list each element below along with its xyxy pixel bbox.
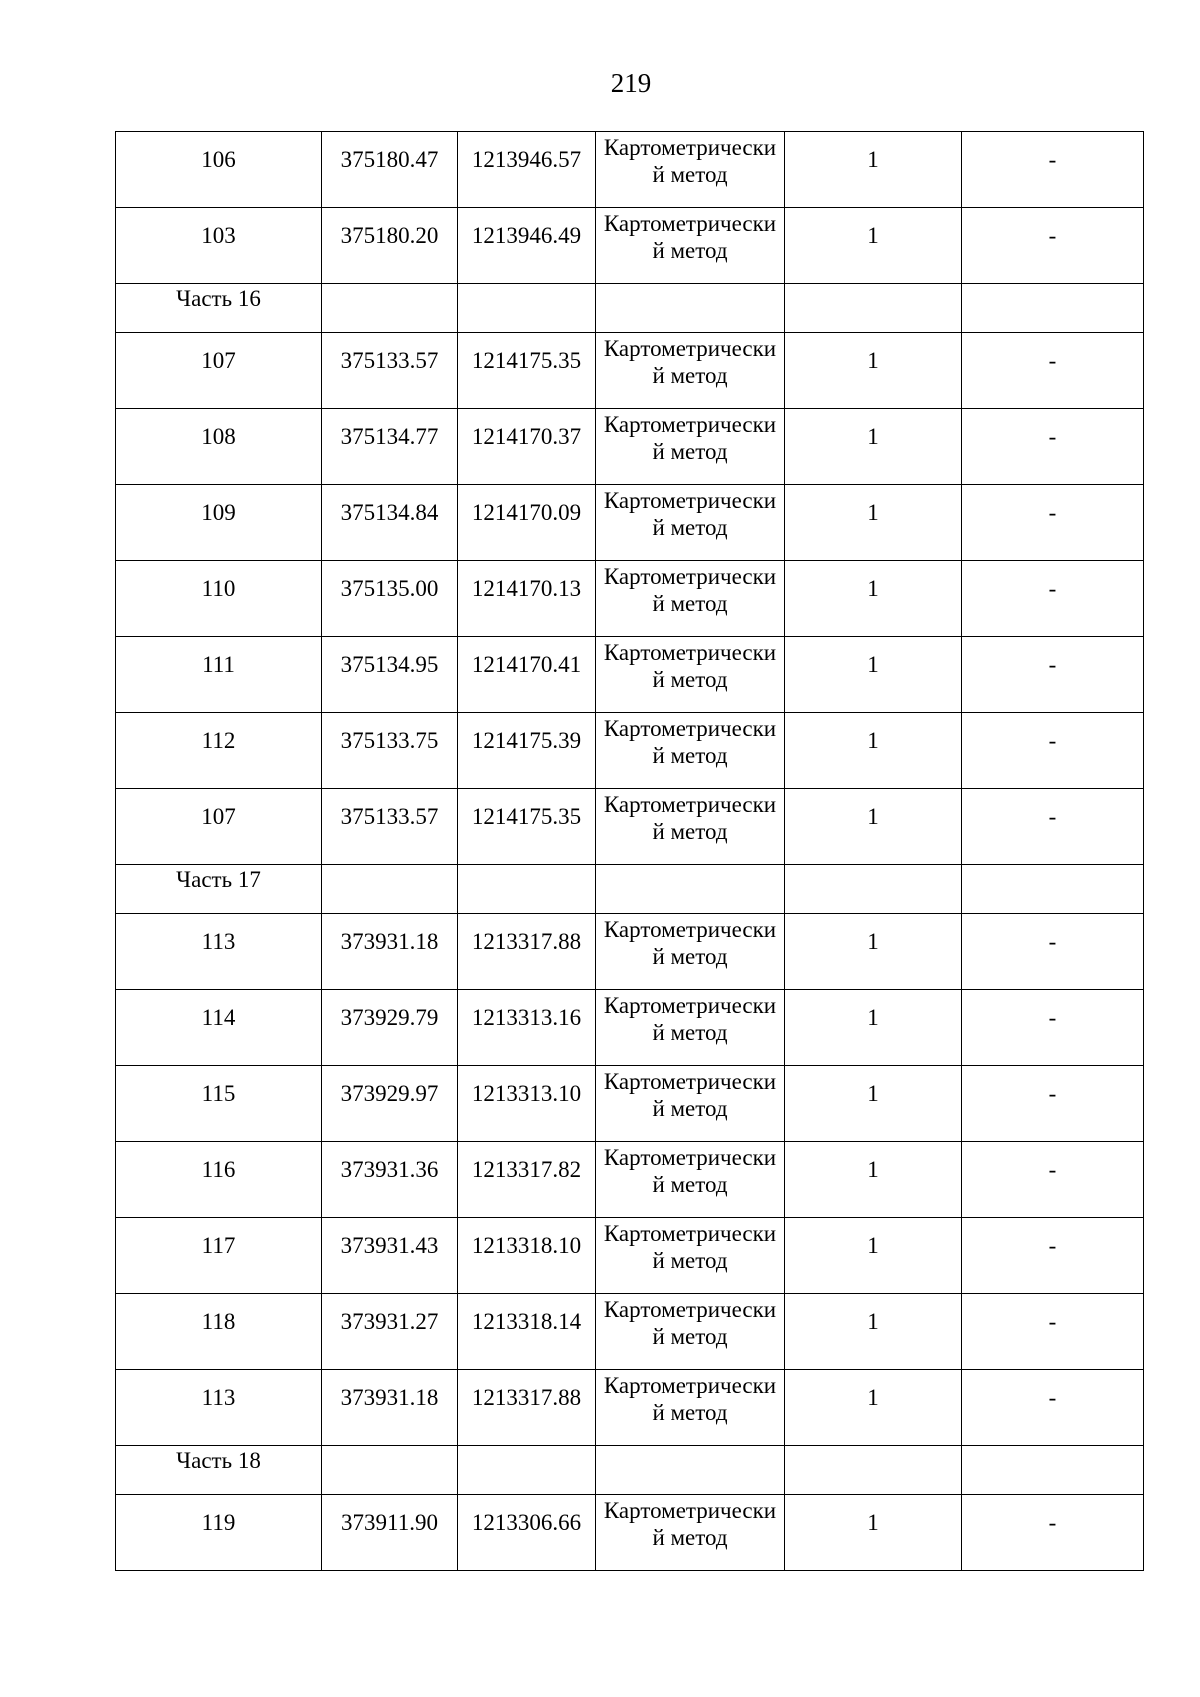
coordinates-table — [115, 131, 1144, 1571]
point-id-cell: 106 — [116, 132, 322, 208]
empty-cell — [322, 865, 458, 914]
point-id-cell: 116 — [116, 1142, 322, 1218]
x-coordinate-cell: 373929.97 — [322, 1066, 458, 1142]
x-coordinate-cell: 375134.95 — [322, 637, 458, 713]
x-coordinate-cell: 373911.90 — [322, 1495, 458, 1571]
point-id-cell: 111 — [116, 637, 322, 713]
method-cell: Картометрически й метод — [596, 1495, 785, 1571]
accuracy-cell: 1 — [785, 789, 962, 865]
part-label: Часть 18 — [116, 1446, 322, 1495]
note-cell: - — [962, 914, 1144, 990]
method-cell: Картометрически й метод — [596, 914, 785, 990]
empty-cell — [962, 284, 1144, 333]
accuracy-cell: 1 — [785, 1142, 962, 1218]
method-cell: Картометрически й метод — [596, 132, 785, 208]
note-cell: - — [962, 713, 1144, 789]
x-coordinate-cell: 375133.57 — [322, 789, 458, 865]
note-cell: - — [962, 1495, 1144, 1571]
point-id-cell: 108 — [116, 409, 322, 485]
table-row — [116, 208, 1144, 284]
table-row — [116, 1066, 1144, 1142]
method-cell: Картометрически й метод — [596, 1066, 785, 1142]
point-id-cell: 112 — [116, 713, 322, 789]
x-coordinate-cell: 373931.36 — [322, 1142, 458, 1218]
table-row — [116, 1142, 1144, 1218]
empty-cell — [458, 1446, 596, 1495]
part-label: Часть 17 — [116, 865, 322, 914]
x-coordinate-cell: 373931.18 — [322, 1370, 458, 1446]
method-cell: Картометрически й метод — [596, 789, 785, 865]
accuracy-cell: 1 — [785, 561, 962, 637]
accuracy-cell: 1 — [785, 1066, 962, 1142]
x-coordinate-cell: 375134.84 — [322, 485, 458, 561]
empty-cell — [962, 865, 1144, 914]
x-coordinate-cell: 375133.75 — [322, 713, 458, 789]
empty-cell — [962, 1446, 1144, 1495]
empty-cell — [785, 1446, 962, 1495]
part-header-row — [116, 865, 1144, 914]
point-id-cell: 117 — [116, 1218, 322, 1294]
y-coordinate-cell: 1213317.82 — [458, 1142, 596, 1218]
y-coordinate-cell: 1213317.88 — [458, 914, 596, 990]
accuracy-cell: 1 — [785, 208, 962, 284]
accuracy-cell: 1 — [785, 1495, 962, 1571]
accuracy-cell: 1 — [785, 1370, 962, 1446]
y-coordinate-cell: 1213306.66 — [458, 1495, 596, 1571]
x-coordinate-cell: 375180.47 — [322, 132, 458, 208]
coordinates-table-body — [116, 132, 1144, 1571]
method-cell: Картометрически й метод — [596, 990, 785, 1066]
y-coordinate-cell: 1213317.88 — [458, 1370, 596, 1446]
method-cell: Картометрически й метод — [596, 1294, 785, 1370]
y-coordinate-cell: 1213318.14 — [458, 1294, 596, 1370]
y-coordinate-cell: 1214175.35 — [458, 333, 596, 409]
note-cell: - — [962, 561, 1144, 637]
note-cell: - — [962, 1370, 1144, 1446]
table-row — [116, 561, 1144, 637]
x-coordinate-cell: 375134.77 — [322, 409, 458, 485]
point-id-cell: 114 — [116, 990, 322, 1066]
point-id-cell: 113 — [116, 1370, 322, 1446]
page-number: 219 — [610, 68, 652, 98]
accuracy-cell: 1 — [785, 485, 962, 561]
table-row — [116, 914, 1144, 990]
x-coordinate-cell: 373931.43 — [322, 1218, 458, 1294]
method-cell: Картометрически й метод — [596, 333, 785, 409]
table-row — [116, 333, 1144, 409]
empty-cell — [458, 865, 596, 914]
accuracy-cell: 1 — [785, 1294, 962, 1370]
y-coordinate-cell: 1214170.13 — [458, 561, 596, 637]
accuracy-cell: 1 — [785, 409, 962, 485]
point-id-cell: 107 — [116, 333, 322, 409]
point-id-cell: 110 — [116, 561, 322, 637]
note-cell: - — [962, 1218, 1144, 1294]
x-coordinate-cell: 373931.27 — [322, 1294, 458, 1370]
y-coordinate-cell: 1213946.49 — [458, 208, 596, 284]
table-row — [116, 1218, 1144, 1294]
method-cell: Картометрически й метод — [596, 561, 785, 637]
accuracy-cell: 1 — [785, 637, 962, 713]
x-coordinate-cell: 373931.18 — [322, 914, 458, 990]
y-coordinate-cell: 1214170.09 — [458, 485, 596, 561]
empty-cell — [596, 865, 785, 914]
method-cell: Картометрически й метод — [596, 485, 785, 561]
note-cell: - — [962, 132, 1144, 208]
accuracy-cell: 1 — [785, 333, 962, 409]
note-cell: - — [962, 333, 1144, 409]
accuracy-cell: 1 — [785, 713, 962, 789]
y-coordinate-cell: 1214170.41 — [458, 637, 596, 713]
empty-cell — [322, 1446, 458, 1495]
point-id-cell: 113 — [116, 914, 322, 990]
table-row — [116, 485, 1144, 561]
point-id-cell: 109 — [116, 485, 322, 561]
note-cell: - — [962, 1066, 1144, 1142]
empty-cell — [596, 284, 785, 333]
note-cell: - — [962, 208, 1144, 284]
y-coordinate-cell: 1213946.57 — [458, 132, 596, 208]
y-coordinate-cell: 1213313.16 — [458, 990, 596, 1066]
x-coordinate-cell: 375133.57 — [322, 333, 458, 409]
table-row — [116, 1495, 1144, 1571]
point-id-cell: 107 — [116, 789, 322, 865]
method-cell: Картометрически й метод — [596, 637, 785, 713]
note-cell: - — [962, 1142, 1144, 1218]
table-row — [116, 990, 1144, 1066]
part-header-row — [116, 1446, 1144, 1495]
note-cell: - — [962, 789, 1144, 865]
note-cell: - — [962, 409, 1144, 485]
method-cell: Картометрически й метод — [596, 1142, 785, 1218]
table-row — [116, 409, 1144, 485]
empty-cell — [785, 865, 962, 914]
method-cell: Картометрически й метод — [596, 1370, 785, 1446]
note-cell: - — [962, 637, 1144, 713]
part-label: Часть 16 — [116, 284, 322, 333]
accuracy-cell: 1 — [785, 132, 962, 208]
method-cell: Картометрически й метод — [596, 1218, 785, 1294]
y-coordinate-cell: 1213318.10 — [458, 1218, 596, 1294]
y-coordinate-cell: 1214175.35 — [458, 789, 596, 865]
x-coordinate-cell: 375135.00 — [322, 561, 458, 637]
table-row — [116, 132, 1144, 208]
table-row — [116, 789, 1144, 865]
x-coordinate-cell: 375180.20 — [322, 208, 458, 284]
accuracy-cell: 1 — [785, 914, 962, 990]
point-id-cell: 115 — [116, 1066, 322, 1142]
y-coordinate-cell: 1214175.39 — [458, 713, 596, 789]
note-cell: - — [962, 990, 1144, 1066]
y-coordinate-cell: 1213313.10 — [458, 1066, 596, 1142]
point-id-cell: 119 — [116, 1495, 322, 1571]
y-coordinate-cell: 1214170.37 — [458, 409, 596, 485]
empty-cell — [322, 284, 458, 333]
empty-cell — [458, 284, 596, 333]
note-cell: - — [962, 1294, 1144, 1370]
note-cell: - — [962, 485, 1144, 561]
empty-cell — [596, 1446, 785, 1495]
method-cell: Картометрически й метод — [596, 409, 785, 485]
table-row — [116, 637, 1144, 713]
method-cell: Картометрически й метод — [596, 713, 785, 789]
empty-cell — [785, 284, 962, 333]
x-coordinate-cell: 373929.79 — [322, 990, 458, 1066]
method-cell: Картометрически й метод — [596, 208, 785, 284]
table-row — [116, 713, 1144, 789]
accuracy-cell: 1 — [785, 1218, 962, 1294]
part-header-row — [116, 284, 1144, 333]
accuracy-cell: 1 — [785, 990, 962, 1066]
table-row — [116, 1294, 1144, 1370]
point-id-cell: 103 — [116, 208, 322, 284]
table-row — [116, 1370, 1144, 1446]
point-id-cell: 118 — [116, 1294, 322, 1370]
